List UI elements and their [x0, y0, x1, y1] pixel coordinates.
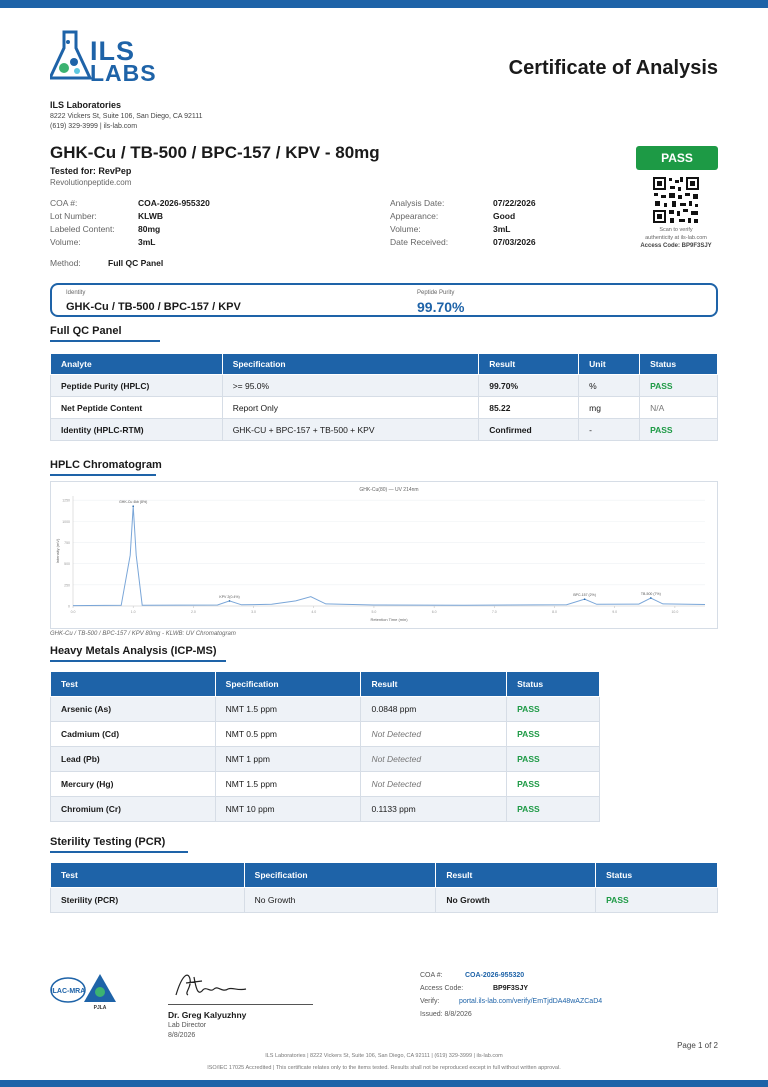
qr-note-line2: authenticity at ils-lab.com	[645, 235, 707, 241]
hm-cell-status: PASS	[507, 697, 600, 722]
chart-x-tick-label: 1.0	[130, 610, 136, 614]
qc-cell-status: PASS	[640, 419, 718, 441]
hm-cell-result: 0.1133 ppm	[361, 797, 507, 822]
heavy-metals-table	[50, 671, 600, 822]
chart-y-tick-label: 1000	[62, 519, 70, 524]
hm-cell-spec: NMT 1.5 ppm	[215, 697, 361, 722]
tested-for-site: Revolutionpeptide.com	[50, 178, 132, 187]
chromatogram-underline	[50, 474, 156, 476]
chart-y-tick-label: 250	[64, 583, 70, 588]
qc-panel-title: Full QC Panel	[50, 325, 122, 337]
meta-value-volume: 3mL	[138, 237, 156, 247]
meta-label-volume: Volume:	[50, 237, 81, 247]
table-row	[51, 888, 718, 913]
chart-title: GHK-Cu(80) — UV 214nm	[359, 487, 419, 493]
st-header-specification: Specification	[244, 863, 436, 888]
table-row	[51, 697, 600, 722]
chart-peak-label: KPV 2(0.4%)	[219, 594, 240, 599]
hm-cell-spec: NMT 1 ppm	[215, 747, 361, 772]
meta-label-volume-2: Volume:	[390, 224, 421, 234]
document-title: Certificate of Analysis	[508, 57, 718, 79]
meta-value-lot: KLWB	[138, 211, 164, 221]
st-header-test: Test	[51, 863, 245, 888]
signer-name: Dr. Greg Kalyuzhny	[168, 1010, 247, 1020]
hm-cell-test: Mercury (Hg)	[51, 772, 216, 797]
meta-value-coa: COA-2026-955320	[138, 198, 210, 208]
hm-cell-test: Arsenic (As)	[51, 697, 216, 722]
footer-issued: Issued: 8/8/2026	[420, 1011, 472, 1018]
company-contact: (619) 329-3999 | ils-lab.com	[50, 123, 138, 130]
hm-cell-test: Cadmium (Cd)	[51, 722, 216, 747]
sterility-title: Sterility Testing (PCR)	[50, 836, 166, 848]
hm-cell-status: PASS	[507, 747, 600, 772]
qc-cell-spec: GHK-CU + BPC-157 + TB-500 + KPV	[222, 419, 479, 441]
qc-panel-table	[50, 353, 718, 441]
qc-cell-analyte: Identity (HPLC-RTM)	[51, 419, 223, 441]
page-number: Page 1 of 2	[677, 1041, 718, 1050]
company-address: 8222 Vickers St, Suite 106, San Diego, CA 92111	[50, 113, 203, 120]
qc-header-status: Status	[640, 354, 718, 375]
heavy-metals-header	[51, 672, 600, 697]
footer-access-value: BP9F3SJY	[493, 985, 529, 992]
chart-y-label: Intensity (mV)	[55, 538, 60, 564]
identity-label: Identity	[66, 290, 86, 296]
qc-cell-spec: Report Only	[222, 397, 479, 419]
chart-peak-point	[132, 505, 134, 507]
qc-cell-status: PASS	[640, 375, 718, 397]
st-cell-spec: No Growth	[244, 888, 436, 913]
table-row	[51, 722, 600, 747]
chromatogram-title: HPLC Chromatogram	[50, 459, 162, 471]
logo-text-labs: LABS	[90, 60, 157, 86]
qc-panel-underline	[50, 340, 160, 342]
meta-value-content: 80mg	[138, 224, 161, 234]
qc-cell-analyte: Net Peptide Content	[51, 397, 223, 419]
st-header-status: Status	[596, 863, 718, 888]
heavy-metals-title: Heavy Metals Analysis (ICP-MS)	[50, 645, 217, 657]
hm-cell-result: 0.0848 ppm	[361, 697, 507, 722]
chart-y-tick-label: 750	[64, 541, 70, 546]
qc-cell-result: Confirmed	[479, 419, 579, 441]
overall-pass-badge: PASS	[636, 146, 718, 170]
chart-y-tick-label: 0	[68, 604, 70, 609]
sterility-underline	[50, 851, 188, 853]
chart-x-tick-label: 10.0	[671, 610, 679, 614]
chart-x-tick-label: 6.0	[431, 610, 437, 614]
qr-note-line1: Scan to verify	[659, 227, 693, 233]
footer-coa-value: COA-2026-955320	[465, 972, 525, 979]
chart-y-tick-label: 500	[64, 562, 70, 567]
hm-cell-result: Not Detected	[361, 772, 507, 797]
purity-value: 99.70%	[417, 299, 465, 315]
st-cell-test: Sterility (PCR)	[51, 888, 245, 913]
heavy-metals-underline	[50, 660, 226, 662]
hm-header-status: Status	[507, 672, 600, 697]
signature-image	[168, 965, 278, 1005]
footer-verify-link[interactable]: portal.ils-lab.com/verify/EmTjdDA48wAZCaD4	[459, 998, 603, 1005]
table-row	[51, 797, 600, 822]
footer-verify-label: Verify:	[420, 998, 440, 1005]
qc-header-analyte: Analyte	[51, 354, 223, 375]
qr-code-icon[interactable]	[652, 176, 700, 224]
qc-cell-status: N/A	[640, 397, 718, 419]
chart-x-tick-label: 4.0	[311, 610, 317, 614]
meta-label-analysis-date: Analysis Date:	[390, 198, 445, 208]
top-accent-bar	[0, 0, 768, 8]
chart-peak-label: GHK-Cu 4kb (8%)	[119, 500, 148, 505]
table-row	[51, 375, 718, 397]
qc-cell-result: 85.22	[479, 397, 579, 419]
seal-text-ilac: ILAC-MRA	[50, 988, 86, 995]
sterility-header	[51, 863, 718, 888]
st-cell-status: PASS	[596, 888, 718, 913]
meta-value-date-received: 07/03/2026	[493, 237, 536, 247]
hm-cell-test: Lead (Pb)	[51, 747, 216, 772]
signer-date: 8/8/2026	[168, 1032, 196, 1039]
st-cell-result: No Growth	[436, 888, 596, 913]
identity-summary-box	[50, 283, 718, 317]
logo-text-ils: ILS	[90, 36, 136, 66]
qc-cell-unit: -	[579, 419, 640, 441]
chart-x-label: Retention Time (min)	[370, 617, 408, 622]
qc-header-result: Result	[479, 354, 579, 375]
chart-peak-point	[229, 600, 231, 602]
accreditation-seal-icon	[50, 970, 122, 1010]
footer-line-1: ILS Laboratories | 8222 Vickers St, Suite 106, San Diego, CA 92111 | (619) 329-3999 | ils-lab.com	[265, 1053, 503, 1059]
signature-line	[168, 1004, 313, 1005]
seal-text-pjla: PJLA	[93, 1005, 107, 1010]
meta-label-appearance: Appearance:	[390, 211, 439, 221]
sterility-table	[50, 862, 718, 913]
qc-cell-result: 99.70%	[479, 375, 579, 397]
chart-peak-point	[584, 598, 586, 600]
qc-cell-unit: mg	[579, 397, 640, 419]
chart-y-tick-label: 1250	[62, 498, 70, 503]
footer-access-label: Access Code:	[420, 985, 464, 992]
chromatogram-chart	[50, 481, 718, 629]
company-name: ILS Laboratories	[50, 100, 122, 110]
chart-x-tick-label: 3.0	[251, 610, 257, 614]
hm-cell-status: PASS	[507, 722, 600, 747]
qc-cell-unit: %	[579, 375, 640, 397]
meta-label-coa: COA #:	[50, 198, 78, 208]
meta-label-date-received: Date Received:	[390, 237, 449, 247]
method-value: Full QC Panel	[108, 258, 164, 268]
hm-cell-status: PASS	[507, 772, 600, 797]
meta-label-content: Labeled Content:	[50, 224, 115, 234]
hm-header-result: Result	[361, 672, 507, 697]
bottom-accent-bar	[0, 1080, 768, 1087]
chart-peak-point	[650, 597, 652, 599]
tested-for: Tested for: RevPep	[50, 166, 132, 176]
qc-cell-spec: >= 95.0%	[222, 375, 479, 397]
hm-cell-spec: NMT 10 ppm	[215, 797, 361, 822]
chart-x-tick-label: 0.0	[70, 610, 76, 614]
chart-x-tick-label: 5.0	[371, 610, 377, 614]
hm-cell-result: Not Detected	[361, 747, 507, 772]
qc-cell-analyte: Peptide Purity (HPLC)	[51, 375, 223, 397]
qc-header-specification: Specification	[222, 354, 479, 375]
hm-cell-result: Not Detected	[361, 722, 507, 747]
hm-cell-status: PASS	[507, 797, 600, 822]
method-label: Method:	[50, 258, 81, 268]
table-row	[51, 419, 718, 441]
meta-value-volume-2: 3mL	[493, 224, 511, 234]
table-row	[51, 747, 600, 772]
table-row	[51, 397, 718, 419]
chart-x-tick-label: 9.0	[612, 610, 618, 614]
chart-peak-label: TB-500 (7%)	[640, 591, 661, 596]
footer-line-2: ISO/IEC 17025 Accredited | This certificate relates only to the items tested. Results shall not be reproduced except in full without written approval.	[207, 1065, 561, 1071]
hm-header-test: Test	[51, 672, 216, 697]
meta-value-analysis-date: 07/22/2026	[493, 198, 536, 208]
hm-cell-spec: NMT 0.5 ppm	[215, 722, 361, 747]
meta-value-appearance: Good	[493, 211, 516, 221]
hm-cell-test: Chromium (Cr)	[51, 797, 216, 822]
chromatogram-caption: GHK-Cu / TB-500 / BPC-157 / KPV 80mg - KLWB: UV Chromatogram	[50, 631, 236, 637]
hm-header-specification: Specification	[215, 672, 361, 697]
purity-label: Peptide Purity	[417, 290, 455, 296]
hm-cell-spec: NMT 1.5 ppm	[215, 772, 361, 797]
chart-x-tick-label: 2.0	[190, 610, 196, 614]
table-row	[51, 772, 600, 797]
identity-value: GHK-Cu / TB-500 / BPC-157 / KPV	[66, 301, 241, 313]
chart-x-tick-label: 8.0	[552, 610, 557, 614]
chart-peak-label: BPC-157 (2%)	[573, 593, 596, 598]
meta-label-lot: Lot Number:	[50, 211, 97, 221]
signer-title: Lab Director	[168, 1022, 207, 1029]
qr-access-code: Access Code: BP9F3SJY	[640, 243, 712, 249]
product-title: GHK-Cu / TB-500 / BPC-157 / KPV - 80mg	[50, 143, 380, 162]
st-header-result: Result	[436, 863, 596, 888]
chromatogram-svg	[51, 482, 717, 628]
footer-coa-label: COA #:	[420, 972, 443, 979]
chart-x-tick-label: 7.0	[491, 610, 497, 614]
qc-header-unit: Unit	[579, 354, 640, 375]
qc-table-header	[51, 354, 718, 375]
